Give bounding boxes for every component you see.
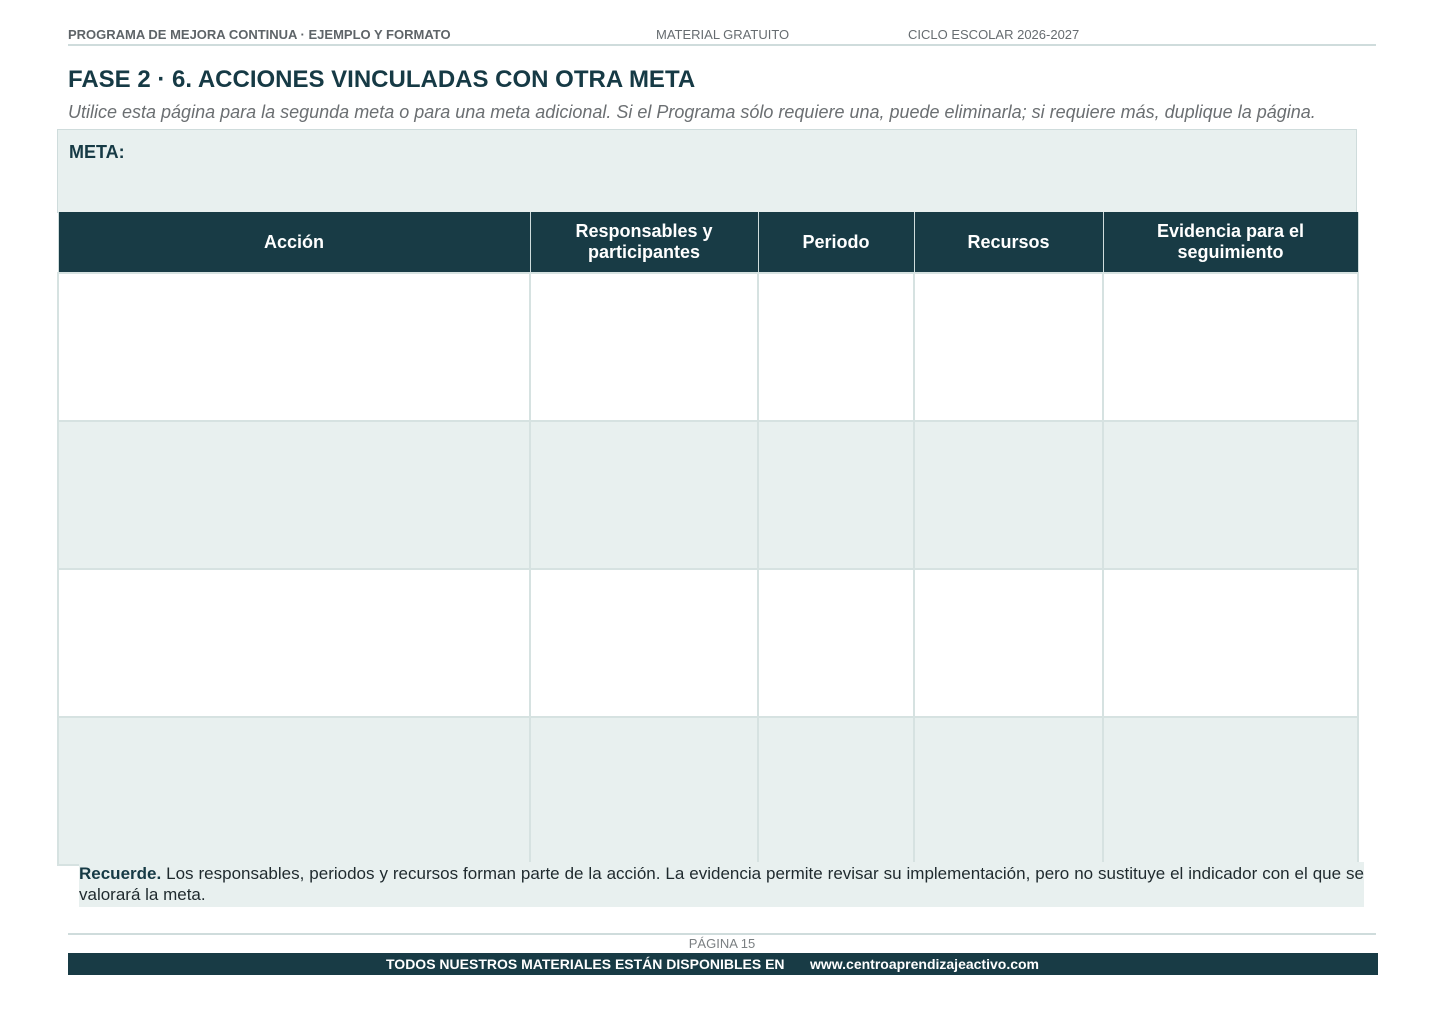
footer-banner-text: TODOS NUESTROS MATERIALES ESTÁN DISPONIBLES EN (386, 956, 785, 972)
cell-evidencia[interactable] (1103, 273, 1358, 421)
cell-recursos[interactable] (914, 273, 1103, 421)
cell-accion[interactable] (58, 421, 530, 569)
table-row (58, 273, 1358, 421)
cell-responsables[interactable] (530, 421, 758, 569)
cell-periodo[interactable] (758, 421, 914, 569)
cell-recursos[interactable] (914, 717, 1103, 865)
col-header-recursos: Recursos (914, 212, 1103, 273)
school-cycle: CICLO ESCOLAR 2026-2027 (908, 27, 1080, 42)
footer-website-link[interactable]: www.centroaprendizajeactivo.com (810, 956, 1039, 972)
reminder-text: Los responsables, periodos y recursos forman parte de la acción. La evidencia permite revisar su implementación, pero no sustituye el indicador con el que se valorará la meta. (79, 864, 1364, 904)
page-header (68, 26, 1376, 46)
cell-accion[interactable] (58, 717, 530, 865)
reminder-lead: Recuerde. (79, 864, 162, 883)
reminder-note (79, 862, 1364, 907)
col-header-responsables: Responsables y participantes (530, 212, 758, 273)
cell-recursos[interactable] (914, 421, 1103, 569)
cell-periodo[interactable] (758, 569, 914, 717)
meta-field[interactable] (57, 129, 1357, 213)
cell-responsables[interactable] (530, 569, 758, 717)
program-title: PROGRAMA DE MEJORA CONTINUA · EJEMPLO Y FORMATO (68, 27, 451, 42)
cell-periodo[interactable] (758, 273, 914, 421)
col-header-accion: Acción (58, 212, 530, 273)
cell-recursos[interactable] (914, 569, 1103, 717)
material-label: MATERIAL GRATUITO (656, 27, 790, 42)
cell-evidencia[interactable] (1103, 717, 1358, 865)
meta-label: META: (69, 142, 125, 162)
actions-table (57, 212, 1359, 866)
cell-accion[interactable] (58, 569, 530, 717)
footer-banner (68, 953, 1378, 975)
table-row (58, 717, 1358, 865)
cell-accion[interactable] (58, 273, 530, 421)
page-subtitle: Utilice esta página para la segunda meta o para una meta adicional. Si el Programa sólo requiere una, puede eliminarla; si requiere más, duplique la página. (68, 102, 1316, 122)
cell-responsables[interactable] (530, 273, 758, 421)
footer-divider (68, 933, 1376, 935)
cell-periodo[interactable] (758, 717, 914, 865)
cell-evidencia[interactable] (1103, 421, 1358, 569)
col-header-periodo: Periodo (758, 212, 914, 273)
table-header-row (58, 212, 1358, 273)
cell-evidencia[interactable] (1103, 569, 1358, 717)
page-number: PÁGINA 15 (688, 936, 756, 951)
page-title: FASE 2 · 6. ACCIONES VINCULADAS CON OTRA META (68, 66, 696, 93)
cell-responsables[interactable] (530, 717, 758, 865)
col-header-evidencia: Evidencia para el seguimiento (1103, 212, 1358, 273)
table-row (58, 569, 1358, 717)
table-row (58, 421, 1358, 569)
